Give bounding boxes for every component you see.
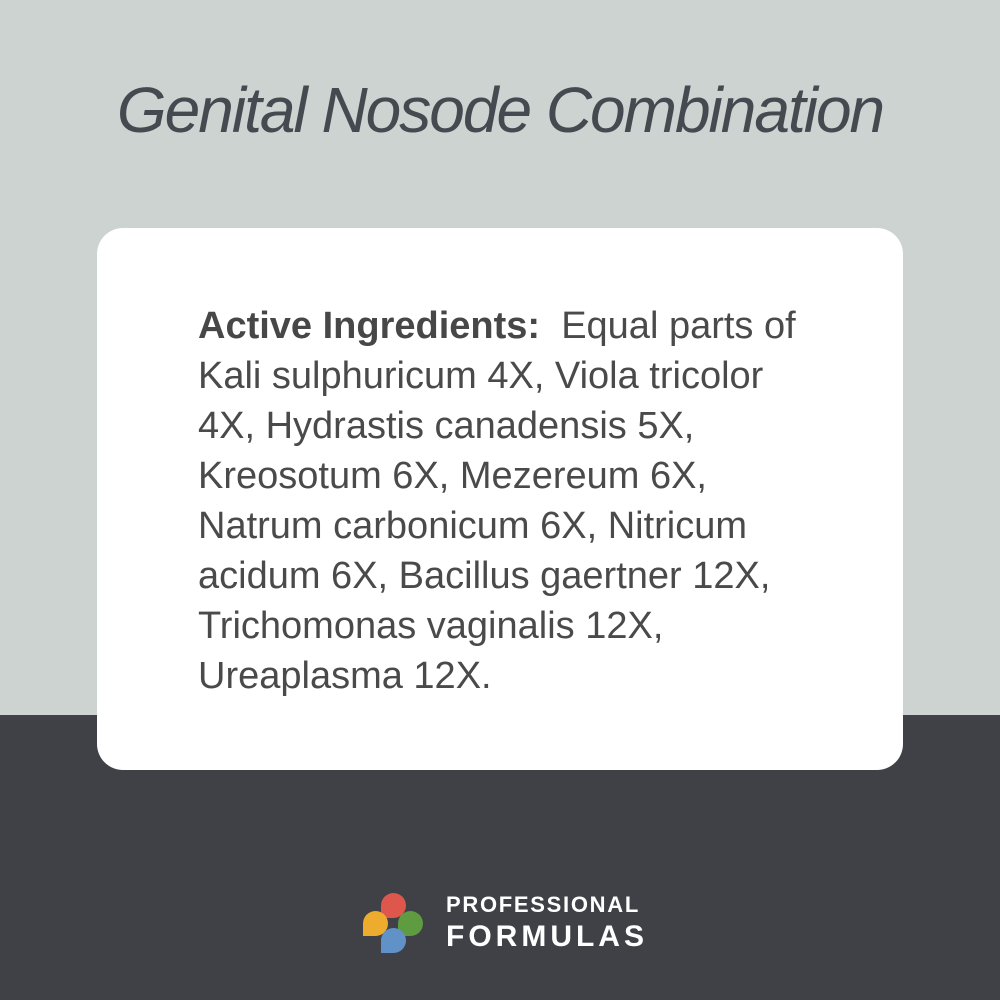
ingredients-card: [97, 228, 903, 770]
ingredients-line: Trichomonas vaginalis 12X,: [198, 605, 664, 647]
ingredients-line: Natrum carbonicum 6X, Nitricum: [198, 505, 748, 547]
brand-name-line2: FORMULAS: [446, 920, 648, 953]
ingredients-line: Kali sulphuricum 4X, Viola tricolor: [198, 355, 764, 397]
ingredients-line: acidum 6X, Bacillus gaertner 12X,: [198, 555, 771, 597]
ingredients-text-block: [198, 301, 858, 701]
four-petal-clover-icon: [363, 893, 423, 953]
ingredients-line: 4X, Hydrastis canadensis 5X,: [198, 405, 695, 447]
ingredients-line: [198, 301, 858, 351]
ingredients-line: Kreosotum 6X, Mezereum 6X,: [198, 455, 707, 497]
ingredients-line: Ureaplasma 12X.: [198, 655, 492, 697]
product-title: Genital Nosode Combination: [116, 74, 884, 146]
brand-name-line1: PROFESSIONAL: [446, 892, 640, 917]
logo-petal-blue-icon: [381, 928, 406, 953]
ingredients-label: Active Ingredients:: [198, 305, 541, 347]
ingredients-intro: Equal parts of: [540, 305, 796, 347]
brand-name: [446, 893, 648, 953]
